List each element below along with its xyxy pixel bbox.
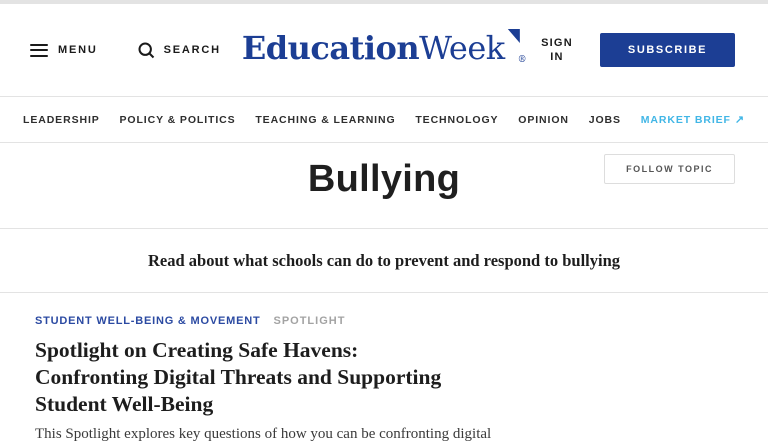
header-right-group <box>534 33 735 67</box>
nav-item-opinion[interactable]: OPINION <box>518 113 569 126</box>
menu-label: MENU <box>58 44 98 56</box>
menu-button[interactable] <box>30 44 98 57</box>
page-title: Bullying <box>307 158 461 200</box>
logo-flag-icon <box>508 29 520 43</box>
topic-header-section <box>0 143 768 228</box>
nav-item-technology[interactable]: TECHNOLOGY <box>415 113 499 126</box>
nav-item-leadership[interactable]: LEADERSHIP <box>23 113 100 126</box>
primary-nav <box>0 96 768 143</box>
topic-description-band <box>0 228 768 293</box>
nav-item-jobs[interactable]: JOBS <box>588 113 621 126</box>
topic-description: Read about what schools can do to prevent and respond to bullying <box>147 250 621 270</box>
article-eyebrow <box>35 315 733 327</box>
subscribe-button[interactable]: SUBSCRIBE <box>600 33 735 67</box>
article-headline[interactable] <box>35 337 733 418</box>
site-header <box>0 4 768 96</box>
nav-item-teaching-learning[interactable]: TEACHING & LEARNING <box>255 113 396 126</box>
headline-line-3: Student Well-Being <box>35 392 214 416</box>
hamburger-icon <box>30 44 48 57</box>
headline-line-2: Confronting Digital Threats and Supporting <box>35 365 442 389</box>
category-link[interactable]: STUDENT WELL-BEING & MOVEMENT <box>35 315 261 327</box>
headline-line-1: Spotlight on Creating Safe Havens: <box>35 338 359 362</box>
education-week-logo[interactable] <box>242 29 526 67</box>
spotlight-badge: SPOTLIGHT <box>273 315 346 327</box>
search-icon <box>138 42 155 59</box>
market-brief-label: MARKET BRIEF <box>640 113 731 126</box>
sign-in-link[interactable]: SIGN IN <box>541 36 573 63</box>
nav-item-market-brief[interactable] <box>641 113 745 126</box>
external-link-arrow-icon: ↗ <box>734 114 745 126</box>
article-teaser-text: This Spotlight explores key questions of how you can be confronting digital <box>35 426 492 442</box>
registered-mark: ® <box>517 55 527 65</box>
logo-text-bold: Education <box>241 29 420 67</box>
logo-text-light: Week <box>419 29 505 67</box>
nav-item-policy-politics[interactable]: POLICY & POLITICS <box>119 113 236 126</box>
search-label: SEARCH <box>163 44 221 56</box>
spotlight-article-teaser <box>0 293 768 444</box>
search-button[interactable] <box>138 42 221 59</box>
follow-topic-button[interactable]: FOLLOW TOPIC <box>604 154 735 184</box>
